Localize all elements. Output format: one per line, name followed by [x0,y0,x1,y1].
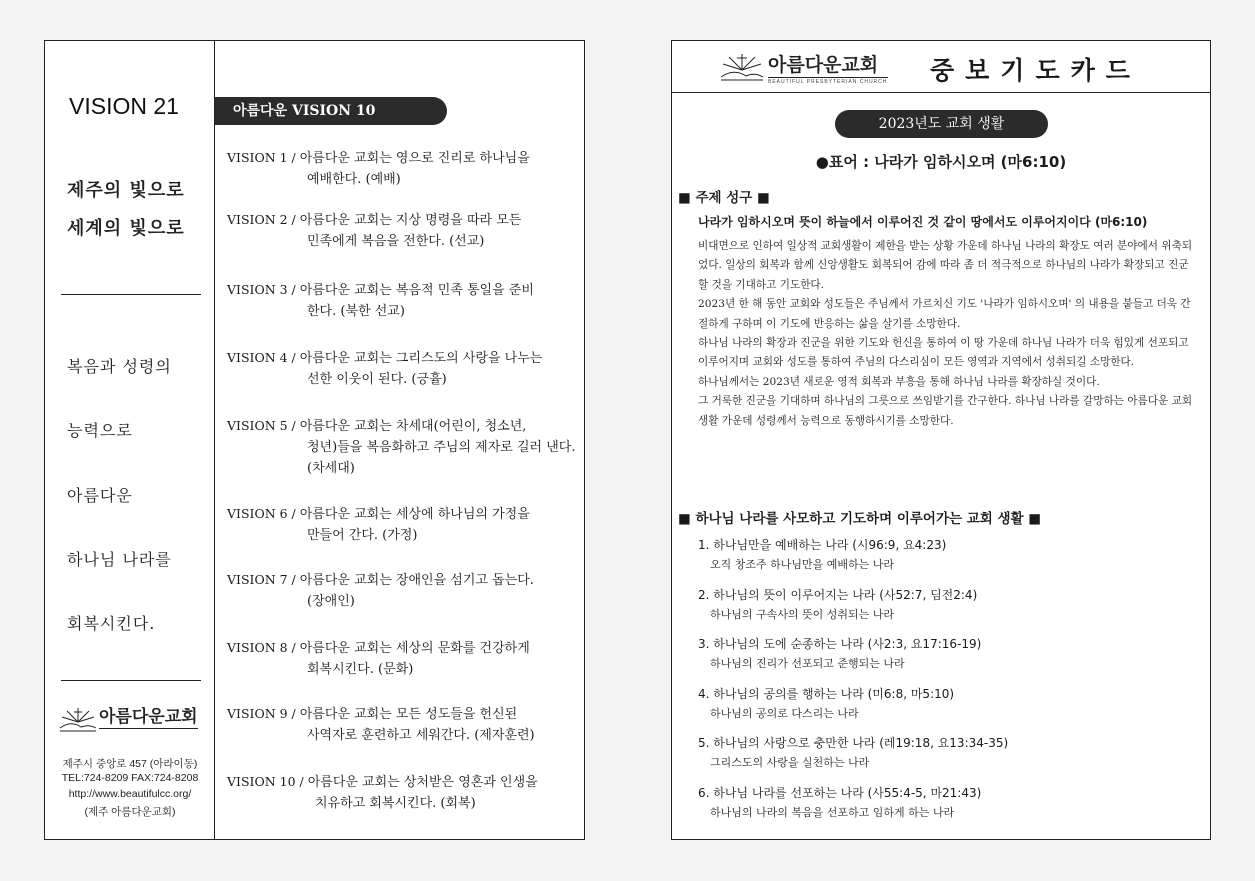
card-title: 중보기도카드 [930,56,1141,85]
divider [61,680,201,681]
vision-text: (장애인) [307,594,355,609]
vision-label: VISION 7 / [227,572,300,587]
list-item [698,733,1198,783]
phone: TEL:724-8209 FAX:724-8208 [61,772,199,784]
church-name: 아름다운교회 [99,707,198,727]
declaration-line-4: 하나님 나라를 [67,550,172,569]
body-text [698,237,1198,431]
slogan-line-1: 제주의 빛으로 [67,180,185,201]
paragraph: 그 거룩한 진군을 기대하며 하나님의 그릇으로 쓰임받기를 간구한다. 하나님 나라를 갈망하는 아름다운 교회 생활 가운데 성령께서 능력으로 동행하시기를 소망한다. [698,395,1193,427]
prayer-card [671,40,1211,840]
vision-text: 아름다운 교회는 상처받은 영혼과 인생을 [307,775,538,790]
vision-label: VISION 9 / [227,706,300,721]
address: 제주시 중앙로 457 (아라이동) [62,758,198,770]
vision-text: 아름다운 교회는 복음적 민족 통일을 준비 [299,283,534,298]
vision-text: 아름다운 교회는 세상에 하나님의 가정을 [299,507,530,522]
vision-item [227,703,577,746]
kingdom-list [698,535,1198,832]
vision-text: 아름다운 교회는 장애인을 섬기고 돕는다. [299,573,534,588]
church-label: (제주 아름다운교회) [84,806,176,818]
paragraph: 2023년 한 해 동안 교회와 성도들은 주님께서 가르치신 기도 '나라가 임하시오며' 의 내용을 붙들고 더욱 간절하게 구하며 이 기도에 반응하는 삶을 살기를 소망한다. [698,298,1191,330]
church-subtitle: BEAUTIFUL PRESBYTERIAN CHURCH [768,79,888,85]
declaration-line-3: 아름다운 [67,486,133,505]
vision-label: VISION 1 / [227,150,300,165]
vision-text: 아름다운 교회는 모든 성도들을 헌신된 [299,707,518,722]
list-item-desc: 하나님의 공의로 다스리는 나라 [710,706,859,720]
vision10-banner: 아름다운 VISION 10 [215,97,447,125]
vision-item [227,209,577,252]
vision-text: 아름다운 교회는 그리스도의 사랑을 나누는 [299,351,543,366]
vision-title: VISION 21 [69,93,179,119]
church-logo [59,706,209,736]
theme-verse: 나라가 임하시오며 뜻이 하늘에서 이루어진 것 같이 땅에서도 이루어지이다 (마6:10) [698,215,1148,229]
list-item [698,585,1198,635]
vision-label: VISION 8 / [227,640,300,655]
vision-item [227,771,577,814]
vision-text: 치유하고 회복시킨다. (회복) [315,796,476,811]
list-item-desc: 그리스도의 사랑을 실천하는 나라 [710,756,870,769]
list-item [698,634,1198,684]
slogan-line-2: 세계의 빛으로 [67,218,185,239]
vision-label: VISION 4 / [227,350,300,365]
paragraph: 비대면으로 인하여 일상적 교회생활이 제한을 받는 상황 가운데 하나님 나라의 확장도 여러 분야에서 위축되었다. 일상의 회복과 함께 신앙생활도 회복되어 감에 따라 좀 더 적극적으로 하나님의 나라가 확장되고 진군할 것을 기대하고 기도한다. [698,240,1193,291]
church-life-heading: ■ 하나님 나라를 사모하고 기도하며 이루어가는 교회 생활 ■ [678,511,1042,527]
church-name: 아름다운교회 [768,54,879,76]
list-item-desc: 하나님의 나라의 복음을 선포하고 임하게 하는 나라 [710,805,955,819]
vision-text: 아름다운 교회는 영으로 진리로 하나님을 [299,151,530,166]
vision-label: VISION 2 / [227,212,300,227]
vision-label: VISION 10 / [227,774,308,789]
vision-text: 청년)들을 복음화하고 주님의 제자로 길러 낸다. (차세대) [307,440,576,476]
vision-text: 만들어 간다. (가정) [307,528,418,543]
vision-card [44,40,585,840]
list-item-desc: 하나님의 진리가 선포되고 준행되는 나라 [710,657,905,670]
list-item-desc: 하나님의 구속사의 뜻이 성취되는 나라 [710,607,895,621]
vision-text: 아름다운 교회는 차세대(어린이, 청소년, [299,419,527,434]
vision-item [227,637,577,680]
declaration-line-5: 회복시킨다. [67,614,156,633]
paragraph: 하나님 나라의 확장과 진군을 위한 기도와 헌신을 통하여 이 땅 가운데 하나님 나라가 더욱 힘있게 선포되고 이루어지며 교회와 성도를 통하여 주님의 다스리심이 모든 영역과 지역에서 성취되길 소망한다. [698,337,1189,369]
vision-item [227,147,577,190]
motto: ●표어 : 나라가 임하시오며 (마6:10) [815,153,1067,171]
vision-text: 선한 이웃이 된다. (긍휼) [307,372,447,387]
list-item [698,684,1198,734]
vision-label: VISION 5 / [227,418,300,433]
vision-text: 아름다운 교회는 지상 명령을 따라 모든 [299,213,522,228]
vision-text: 아름다운 교회는 세상의 문화를 건강하게 [299,641,530,656]
list-item-title: 6. 하나님 나라를 선포하는 나라 (사55:4-5, 마21:43) [698,785,982,800]
card-header [672,41,1210,93]
vision-item [227,503,577,546]
list-item [698,783,1198,833]
list-item-title: 2. 하나님의 뜻이 이루어지는 나라 (사52:7, 딤전2:4) [698,587,978,602]
declaration-line-1: 복음과 성령의 [67,357,172,376]
list-item-title: 1. 하나님만을 예배하는 나라 (시96:9, 요4:23) [698,538,947,552]
vision-item [227,347,577,390]
declaration-line-2: 능력으로 [67,421,133,440]
theme-verse-heading: ■ 주제 성구 ■ [678,190,770,206]
list-item-title: 5. 하나님의 사랑으로 충만한 나라 (레19:18, 요13:34-35) [698,736,1009,750]
list-item-desc: 오직 창조주 하나님만을 예배하는 나라 [710,558,895,571]
vision-sidebar [45,41,215,839]
church-emblem-icon [720,51,764,81]
vision-list [215,41,584,839]
vision-label: VISION 3 / [227,282,300,297]
vision-text: 한다. (북한 선교) [307,304,405,319]
church-emblem-icon [59,706,97,732]
year-banner: 2023년도 교회 생활 [835,110,1048,138]
vision-text: 사역자로 훈련하고 세워간다. (제자훈련) [307,728,535,743]
vision-text: 회복시킨다. (문화) [307,662,414,677]
list-item-title: 3. 하나님의 도에 순종하는 나라 (사2:3, 요17:16-19) [698,637,982,651]
divider [61,294,201,295]
vision-label: VISION 6 / [227,506,300,521]
church-logo [720,51,895,85]
vision-item [227,569,577,612]
list-item-title: 4. 하나님의 공의를 행하는 나라 (미6:8, 마5:10) [698,686,955,701]
vision-item [227,279,577,322]
website-link[interactable]: http://www.beautifulcc.org/ [68,788,192,800]
list-item [698,535,1198,585]
vision-text: 민족에게 복음을 전한다. (선교) [307,234,485,249]
vision-item [227,415,577,479]
paragraph: 하나님께서는 2023년 새로운 영적 회복과 부흥을 통해 하나님 나라를 확장하실 것이다. [698,375,1100,388]
vision-text: 예배한다. (예배) [307,172,401,187]
